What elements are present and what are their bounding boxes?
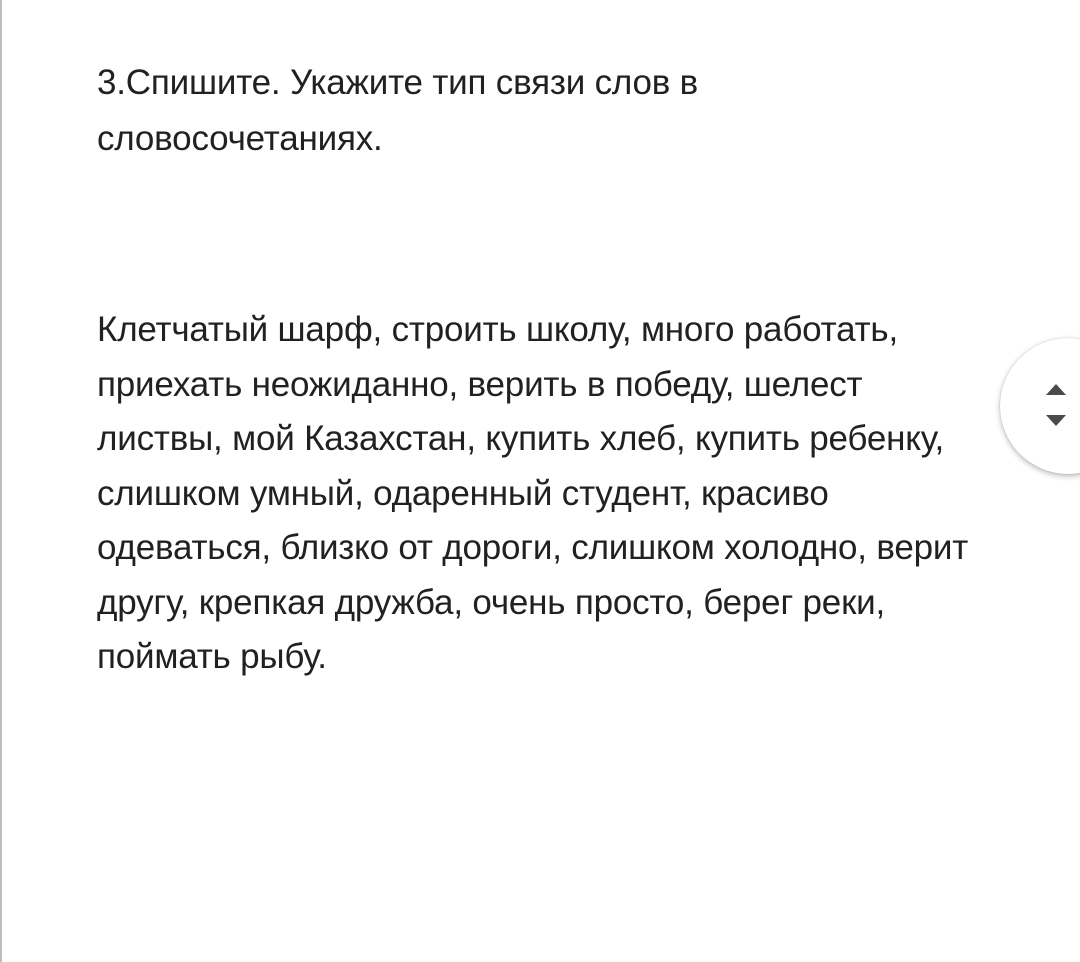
- task-content: [97, 55, 987, 685]
- triangle-up-icon[interactable]: [1046, 384, 1066, 395]
- left-edge-divider: [0, 0, 2, 962]
- task-title: 3.Спишите. Укажите тип связи слов в словосочетаниях.: [97, 63, 699, 158]
- triangle-down-icon[interactable]: [1046, 415, 1066, 426]
- task-body: Клетчатый шарф, строить школу, много работать, приехать неожиданно, верить в победу, шелест листвы, мой Казахстан, купить хлеб, купить ребенку, слишком умный, одаренный студент, красиво одеваться, близко от дороги, слишком холодно, верит другу, крепкая дружба, очень просто, берег реки, поймать рыбу.: [97, 310, 969, 676]
- scroll-navigation-button[interactable]: [1000, 338, 1080, 474]
